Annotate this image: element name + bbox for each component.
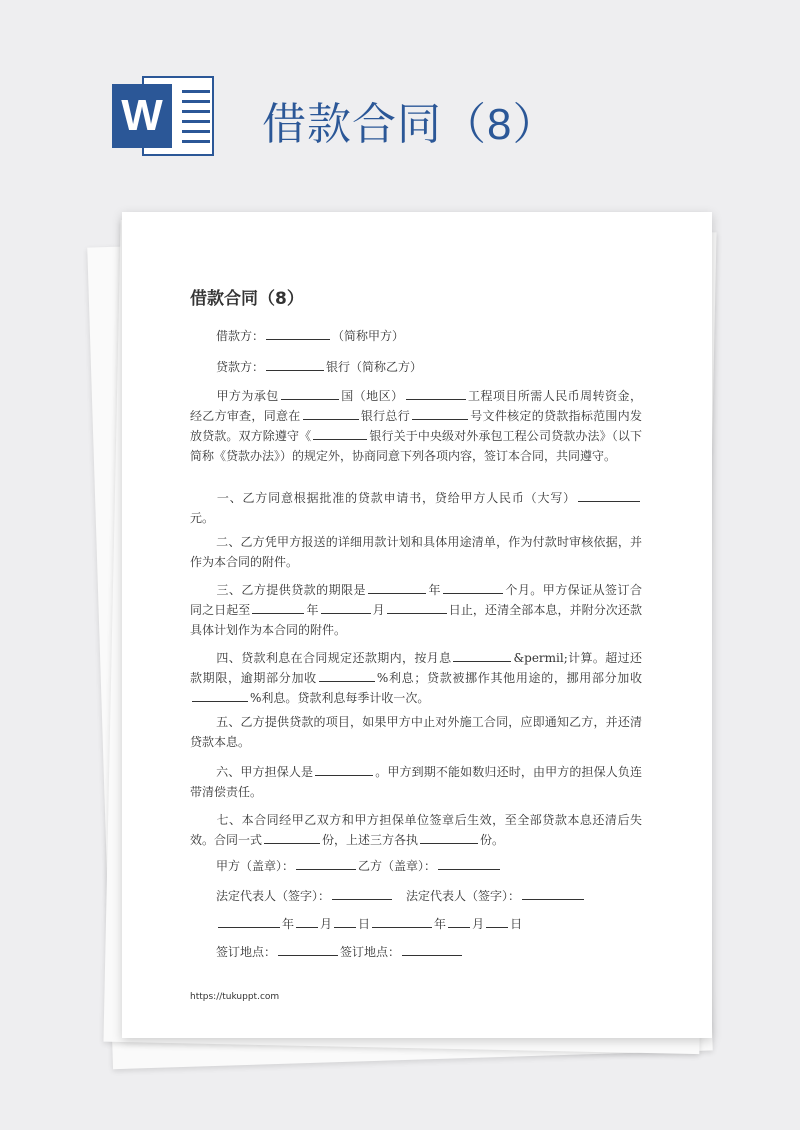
clause-text: 份，上述三方各执 [322,833,419,847]
word-document-icon [112,76,216,156]
clause-3 [190,580,642,640]
borrower-suffix: （简称甲方） [332,329,405,343]
clause-text: %利息。贷款利息每季计收一次。 [250,691,430,705]
signing-place-label: 签订地点： [340,945,401,959]
blank-field[interactable] [218,915,280,928]
word-icon-badge: W [112,84,172,148]
blank-field[interactable] [296,857,356,870]
month-label: 月 [320,917,333,931]
year-label: 年 [434,917,447,931]
clause-4 [190,648,642,708]
blank-field[interactable] [372,915,432,928]
blank-field[interactable] [406,387,466,400]
clause-text: 月 [372,603,385,617]
blank-field[interactable] [266,327,330,340]
blank-field[interactable] [387,601,447,614]
blank-field[interactable] [448,915,470,928]
blank-field[interactable] [578,489,640,502]
blank-field[interactable] [252,601,304,614]
party-b-rep-label: 法定代表人（签字）： [406,889,521,903]
clause-text: 三、乙方提供贷款的期限是 [216,583,366,597]
blank-field[interactable] [281,387,339,400]
word-icon-line [182,130,210,133]
borrower-line [216,326,404,346]
blank-field[interactable] [315,763,373,776]
intro-text: 银行总行 [360,409,410,423]
blank-field[interactable] [266,358,324,371]
year-label: 年 [282,917,295,931]
party-a-rep-label: 法定代表人（签字）： [216,889,331,903]
blank-field[interactable] [332,887,392,900]
banner-title: 借款合同（8） [262,100,558,149]
clause-text: 日止，还清全部本息，并附分次还款具体计划作为本合同的附件。 [190,603,642,637]
blank-field[interactable] [296,915,318,928]
representative-line [216,886,586,906]
document-title: 借款合同（8） [190,289,304,309]
blank-field[interactable] [303,407,359,420]
clause-text: 元。 [190,511,215,525]
clause-text: 份。 [480,833,505,847]
signing-place-line [216,942,464,962]
word-icon-line [182,100,210,103]
intro-paragraph [190,386,642,466]
clause-text: 年 [427,583,441,597]
clause-text: 年 [306,603,319,617]
clause-text: 四、贷款利息在合同规定还款期内，按月息 [216,651,452,665]
clause-text: 个月。甲方保证从签订合同之日起至 [190,583,642,617]
clause-7 [190,810,642,850]
clause-text: %利息；贷款被挪作其他用途的，挪用部分加收 [376,671,642,685]
blank-field[interactable] [438,857,500,870]
blank-field[interactable] [264,831,320,844]
word-icon-line [182,120,210,123]
party-b-seal-label: 乙方（盖章）： [358,859,437,873]
blank-field[interactable] [522,887,584,900]
footer-url[interactable]: https://tukuppt.com [190,992,280,1002]
lender-suffix: 银行（简称乙方） [326,360,423,374]
clause-5 [190,712,642,752]
blank-field[interactable] [334,915,356,928]
clause-6 [190,762,642,802]
seal-line [216,856,502,876]
clause-1 [190,488,642,528]
blank-field[interactable] [192,689,248,702]
day-label: 日 [358,917,371,931]
intro-text: 银行关于中央级对外承包工程公司贷款办法》（以下简称《贷款办法》）的规定外，协商同意下列各项内容，签订本合同，共同遵守。 [190,429,642,463]
blank-field[interactable] [402,943,462,956]
clause-text: 五、乙方提供贷款的项目，如果甲方中止对外施工合同，应即通知乙方，并还清贷款本息。 [190,715,642,749]
word-icon-line [182,90,210,93]
clause-2 [190,532,642,572]
day-label: 日 [510,917,523,931]
blank-field[interactable] [313,427,367,440]
blank-field[interactable] [453,649,511,662]
intro-text: 甲方为承包 [216,389,279,403]
intro-text: 号文件核定的贷款指标范围内发放贷款。双方除遵守《 [190,409,642,443]
clause-text: 一、乙方同意根据批准的贷款申请书，贷给甲方人民币（大写） [216,491,576,505]
word-icon-line [182,110,210,113]
clause-text: 二、乙方凭甲方报送的详细用款计划和具体用途清单，作为付款时审核依据，并作为本合同的附件。 [190,535,642,569]
banner [0,0,800,200]
clause-text: 六、甲方担保人是 [216,765,314,779]
blank-field[interactable] [420,831,478,844]
intro-text: 国（地区） [340,389,404,403]
clause-text: &permil;计算。超过还款期限，逾期部分加收 [190,651,642,685]
lender-label: 贷款方： [216,360,265,374]
word-icon-line [182,140,210,143]
blank-field[interactable] [321,601,371,614]
clause-text: 。甲方到期不能如数归还时，由甲方的担保人负连带清偿责任。 [190,765,642,799]
blank-field[interactable] [368,581,426,594]
blank-field[interactable] [486,915,508,928]
signing-place-label: 签订地点： [216,945,277,959]
blank-field[interactable] [278,943,338,956]
borrower-label: 借款方： [216,329,265,343]
intro-text: 工程项目所需人民币周转资金，经乙方审查，同意在 [190,389,642,423]
blank-field[interactable] [319,669,375,682]
date-line [216,914,522,934]
document-page [122,212,712,1038]
lender-line [216,357,422,377]
blank-field[interactable] [412,407,468,420]
clause-text: 七、本合同经甲乙双方和甲方担保单位签章后生效，至全部贷款本息还清后失效。合同一式 [190,813,642,847]
blank-field[interactable] [443,581,503,594]
party-a-seal-label: 甲方（盖章）： [216,859,295,873]
month-label: 月 [472,917,485,931]
